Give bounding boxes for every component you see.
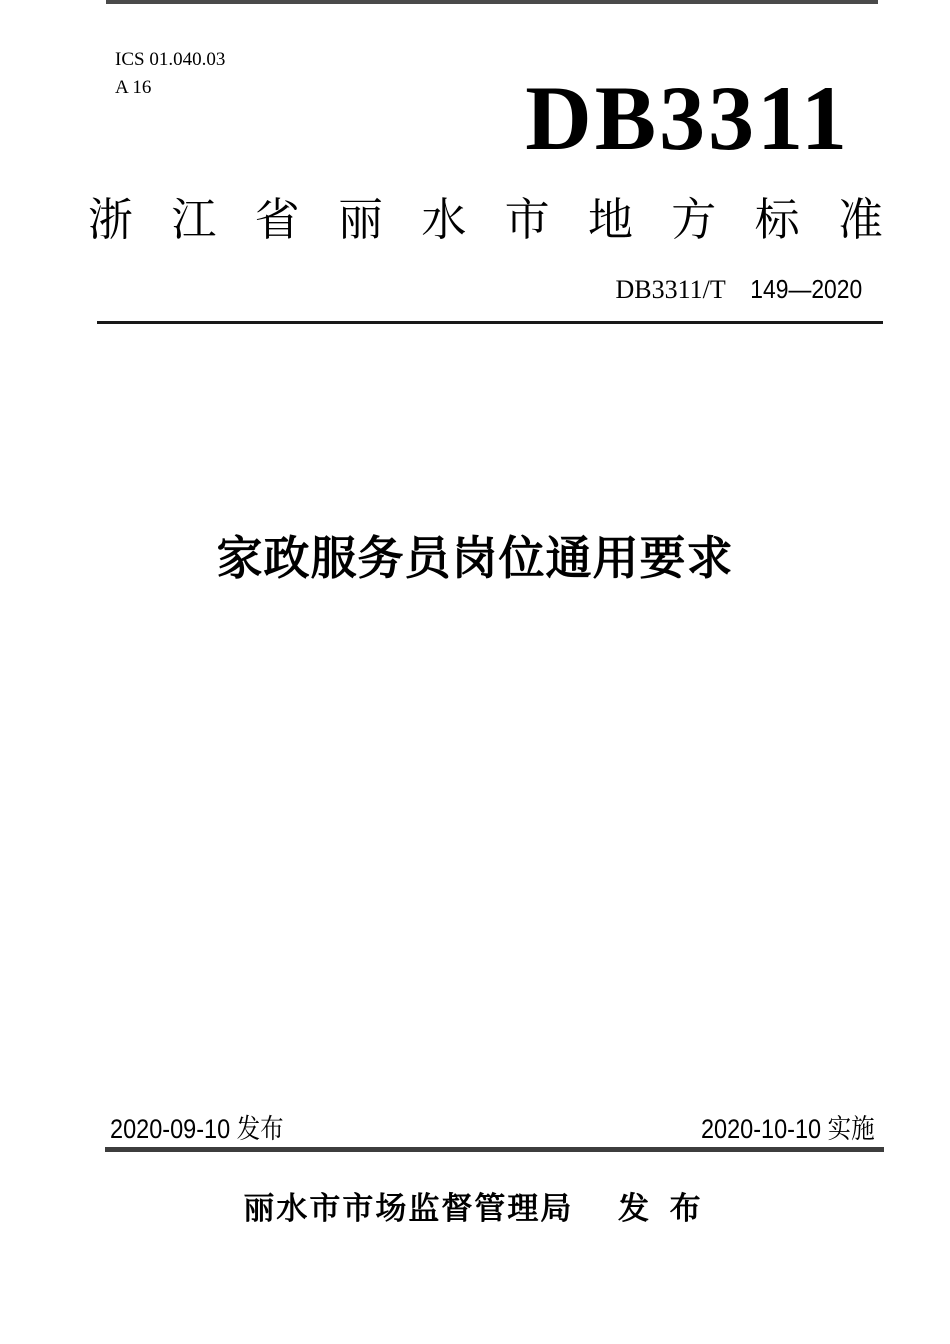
ics-block	[115, 46, 225, 102]
standard-name-char: 江	[171, 194, 217, 245]
standard-name-char: 地	[587, 194, 633, 245]
standard-name-char: 省	[254, 194, 300, 245]
standard-name-char: 方	[671, 194, 717, 245]
issue-date: 2020-09-10 发布	[110, 1114, 284, 1144]
implementation-date: 2020-10-10 实施	[701, 1114, 875, 1144]
document-title: 家政服务员岗位通用要求	[216, 532, 734, 584]
ics-code: ICS 01.040.03	[115, 49, 226, 70]
standard-name-char: 准	[837, 194, 883, 245]
dates-row	[110, 1114, 875, 1144]
publisher-name: 丽水市市场监督管理局	[243, 1191, 574, 1226]
header-rule	[97, 321, 883, 324]
top-rule	[106, 0, 878, 4]
standard-name-char: 市	[504, 194, 550, 245]
standard-name-char: 水	[421, 194, 467, 245]
footer-rule	[105, 1147, 884, 1152]
standard-code: DB3311	[525, 67, 850, 169]
document-number-prefix: DB3311/T	[615, 275, 726, 304]
standard-name-char: 浙	[88, 194, 134, 245]
publisher-row	[0, 1191, 950, 1227]
document-number	[616, 274, 863, 305]
classification-code: A 16	[115, 77, 152, 98]
standard-name-char: 标	[754, 194, 800, 245]
standard-name-justified	[88, 196, 883, 243]
publish-label: 发 布	[618, 1191, 707, 1226]
standard-name-char: 丽	[337, 194, 383, 245]
document-number-suffix: 149—2020	[750, 274, 862, 304]
